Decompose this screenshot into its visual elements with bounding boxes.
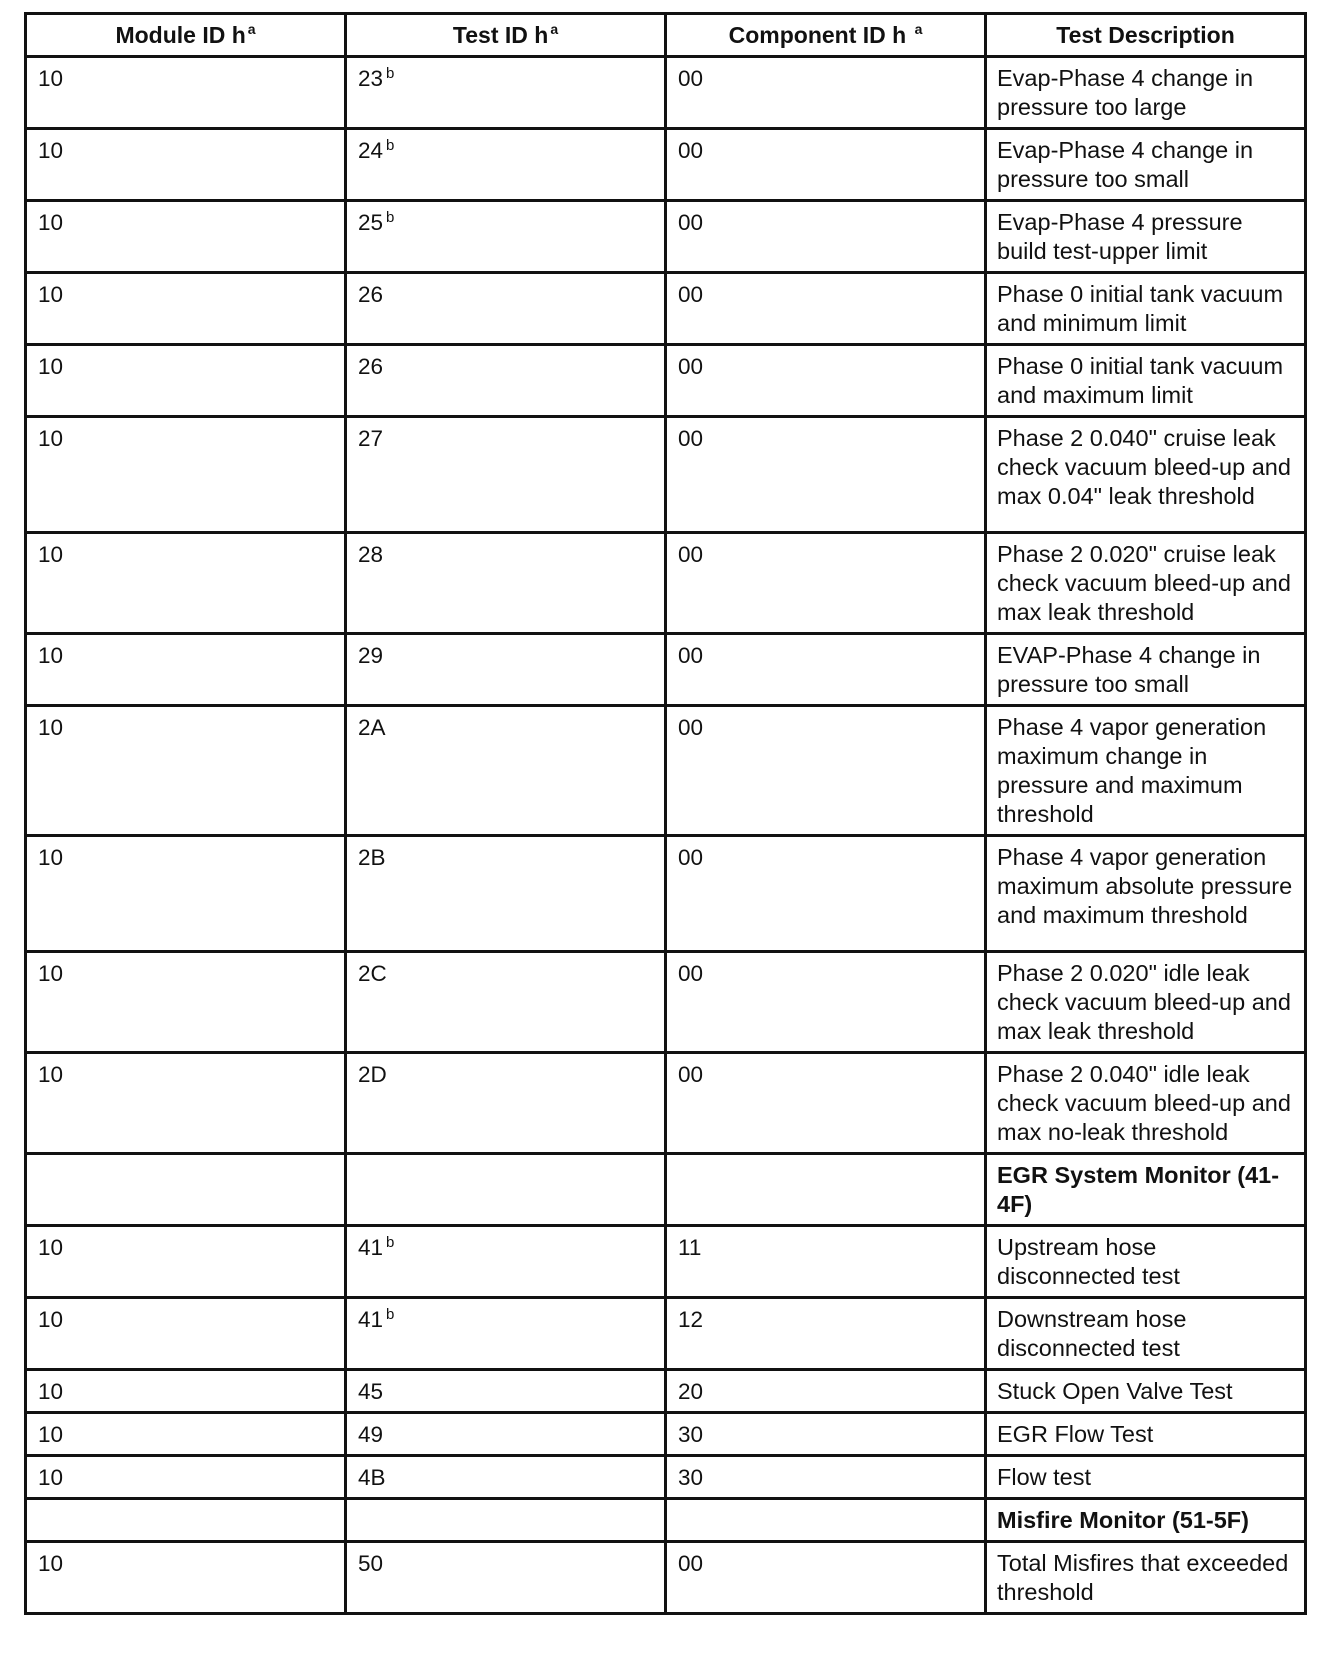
component-id-cell: 00 (666, 345, 986, 417)
test-description-cell: Flow test (986, 1456, 1306, 1499)
table-row (26, 129, 1306, 201)
module-id-cell: 10 (26, 1456, 346, 1499)
table-row (26, 1053, 1306, 1154)
test-id-cell: 2C (346, 952, 666, 1053)
module-id-cell: 10 (26, 1226, 346, 1298)
module-id-cell: 10 (26, 1298, 346, 1370)
test-description-cell: Downstream hose disconnected test (986, 1298, 1306, 1370)
component-id-cell: 20 (666, 1370, 986, 1413)
test-description-cell: Phase 2 0.040" idle leak check vacuum bleed-up and max no-leak threshold (986, 1053, 1306, 1154)
table-row (26, 273, 1306, 345)
component-id-cell: 00 (666, 273, 986, 345)
test-id-cell: 49 (346, 1413, 666, 1456)
table-row (26, 1413, 1306, 1456)
component-id-cell: 00 (666, 706, 986, 836)
module-id-cell: 10 (26, 952, 346, 1053)
component-id-cell: 00 (666, 201, 986, 273)
module-id-cell (26, 1499, 346, 1542)
table-row (26, 836, 1306, 952)
module-id-cell: 10 (26, 634, 346, 706)
test-id-cell: 28 (346, 533, 666, 634)
test-id-cell: 41 $^b$ (346, 1298, 666, 1370)
component-id-cell: 00 (666, 1542, 986, 1614)
test-description-cell: Phase 4 vapor generation maximum change in pressure and maximum threshold (986, 706, 1306, 836)
section-title-misfire: Misfire Monitor (51-5F) (986, 1499, 1306, 1542)
test-description-cell: Evap-Phase 4 change in pressure too large (986, 57, 1306, 129)
test-description-cell: Stuck Open Valve Test (986, 1370, 1306, 1413)
test-id-cell: 29 (346, 634, 666, 706)
table-row (26, 1226, 1306, 1298)
component-id-cell: 00 (666, 129, 986, 201)
test-id-cell: 2A (346, 706, 666, 836)
table-row (26, 706, 1306, 836)
test-description-cell: Phase 2 0.020" idle leak check vacuum bleed-up and max leak threshold (986, 952, 1306, 1053)
component-id-cell (666, 1499, 986, 1542)
test-id-cell: 23 $^b$ (346, 57, 666, 129)
component-id-cell: 00 (666, 952, 986, 1053)
monitor-test-table (24, 12, 1307, 1615)
test-id-cell: 2B (346, 836, 666, 952)
test-id-cell: 27 (346, 417, 666, 533)
test-description-cell: Evap-Phase 4 change in pressure too small (986, 129, 1306, 201)
module-id-cell (26, 1154, 346, 1226)
test-description-cell: Total Misfires that exceeded threshold (986, 1542, 1306, 1614)
test-id-cell: 24 $^b$ (346, 129, 666, 201)
header-test-description: Test Description (986, 14, 1306, 57)
component-id-cell: 30 (666, 1413, 986, 1456)
test-id-cell: 26 (346, 273, 666, 345)
module-id-cell: 10 (26, 1370, 346, 1413)
header-component-id: Component ID h $^a$ (666, 14, 986, 57)
header-module-id: Module ID h $^a$ (26, 14, 346, 57)
test-description-cell: EGR Flow Test (986, 1413, 1306, 1456)
component-id-cell: 00 (666, 417, 986, 533)
module-id-cell: 10 (26, 57, 346, 129)
module-id-cell: 10 (26, 273, 346, 345)
table-row (26, 1370, 1306, 1413)
test-id-cell: 25 $^b$ (346, 201, 666, 273)
test-description-cell: EVAP-Phase 4 change in pressure too small (986, 634, 1306, 706)
component-id-cell: 00 (666, 836, 986, 952)
test-id-cell (346, 1499, 666, 1542)
section-title-egr: EGR System Monitor (41-4F) (986, 1154, 1306, 1226)
module-id-cell: 10 (26, 129, 346, 201)
table-row (26, 952, 1306, 1053)
table-row (26, 345, 1306, 417)
test-id-cell: 41 $^b$ (346, 1226, 666, 1298)
table-header (26, 14, 1306, 57)
module-id-cell: 10 (26, 1053, 346, 1154)
test-description-cell: Phase 2 0.020" cruise leak check vacuum bleed-up and max leak threshold (986, 533, 1306, 634)
module-id-cell: 10 (26, 836, 346, 952)
component-id-cell: 00 (666, 634, 986, 706)
test-description-cell: Evap-Phase 4 pressure build test-upper limit (986, 201, 1306, 273)
test-id-cell: 26 (346, 345, 666, 417)
table-body (26, 57, 1306, 1614)
test-description-cell: Upstream hose disconnected test (986, 1226, 1306, 1298)
header-test-id: Test ID h $^a$ (346, 14, 666, 57)
table-row (26, 634, 1306, 706)
module-id-cell: 10 (26, 533, 346, 634)
test-id-cell: 4B (346, 1456, 666, 1499)
test-id-cell: 2D (346, 1053, 666, 1154)
component-id-cell: 00 (666, 1053, 986, 1154)
component-id-cell: 30 (666, 1456, 986, 1499)
table-row (26, 57, 1306, 129)
test-description-cell: Phase 2 0.040" cruise leak check vacuum bleed-up and max 0.04" leak threshold (986, 417, 1306, 533)
module-id-cell: 10 (26, 1413, 346, 1456)
table-row (26, 417, 1306, 533)
test-description-cell: Phase 0 initial tank vacuum and maximum limit (986, 345, 1306, 417)
module-id-cell: 10 (26, 201, 346, 273)
test-id-cell: 50 (346, 1542, 666, 1614)
header-row (26, 14, 1306, 57)
section-header-row (26, 1499, 1306, 1542)
module-id-cell: 10 (26, 417, 346, 533)
test-description-cell: Phase 4 vapor generation maximum absolute pressure and maximum threshold (986, 836, 1306, 952)
table-row (26, 1456, 1306, 1499)
component-id-cell: 11 (666, 1226, 986, 1298)
table-row (26, 533, 1306, 634)
table-row (26, 1542, 1306, 1614)
table-row (26, 201, 1306, 273)
module-id-cell: 10 (26, 345, 346, 417)
test-description-cell: Phase 0 initial tank vacuum and minimum limit (986, 273, 1306, 345)
module-id-cell: 10 (26, 706, 346, 836)
module-id-cell: 10 (26, 1542, 346, 1614)
section-header-row (26, 1154, 1306, 1226)
component-id-cell (666, 1154, 986, 1226)
table-row (26, 1298, 1306, 1370)
component-id-cell: 12 (666, 1298, 986, 1370)
component-id-cell: 00 (666, 533, 986, 634)
test-id-cell: 45 (346, 1370, 666, 1413)
component-id-cell: 00 (666, 57, 986, 129)
test-id-cell (346, 1154, 666, 1226)
